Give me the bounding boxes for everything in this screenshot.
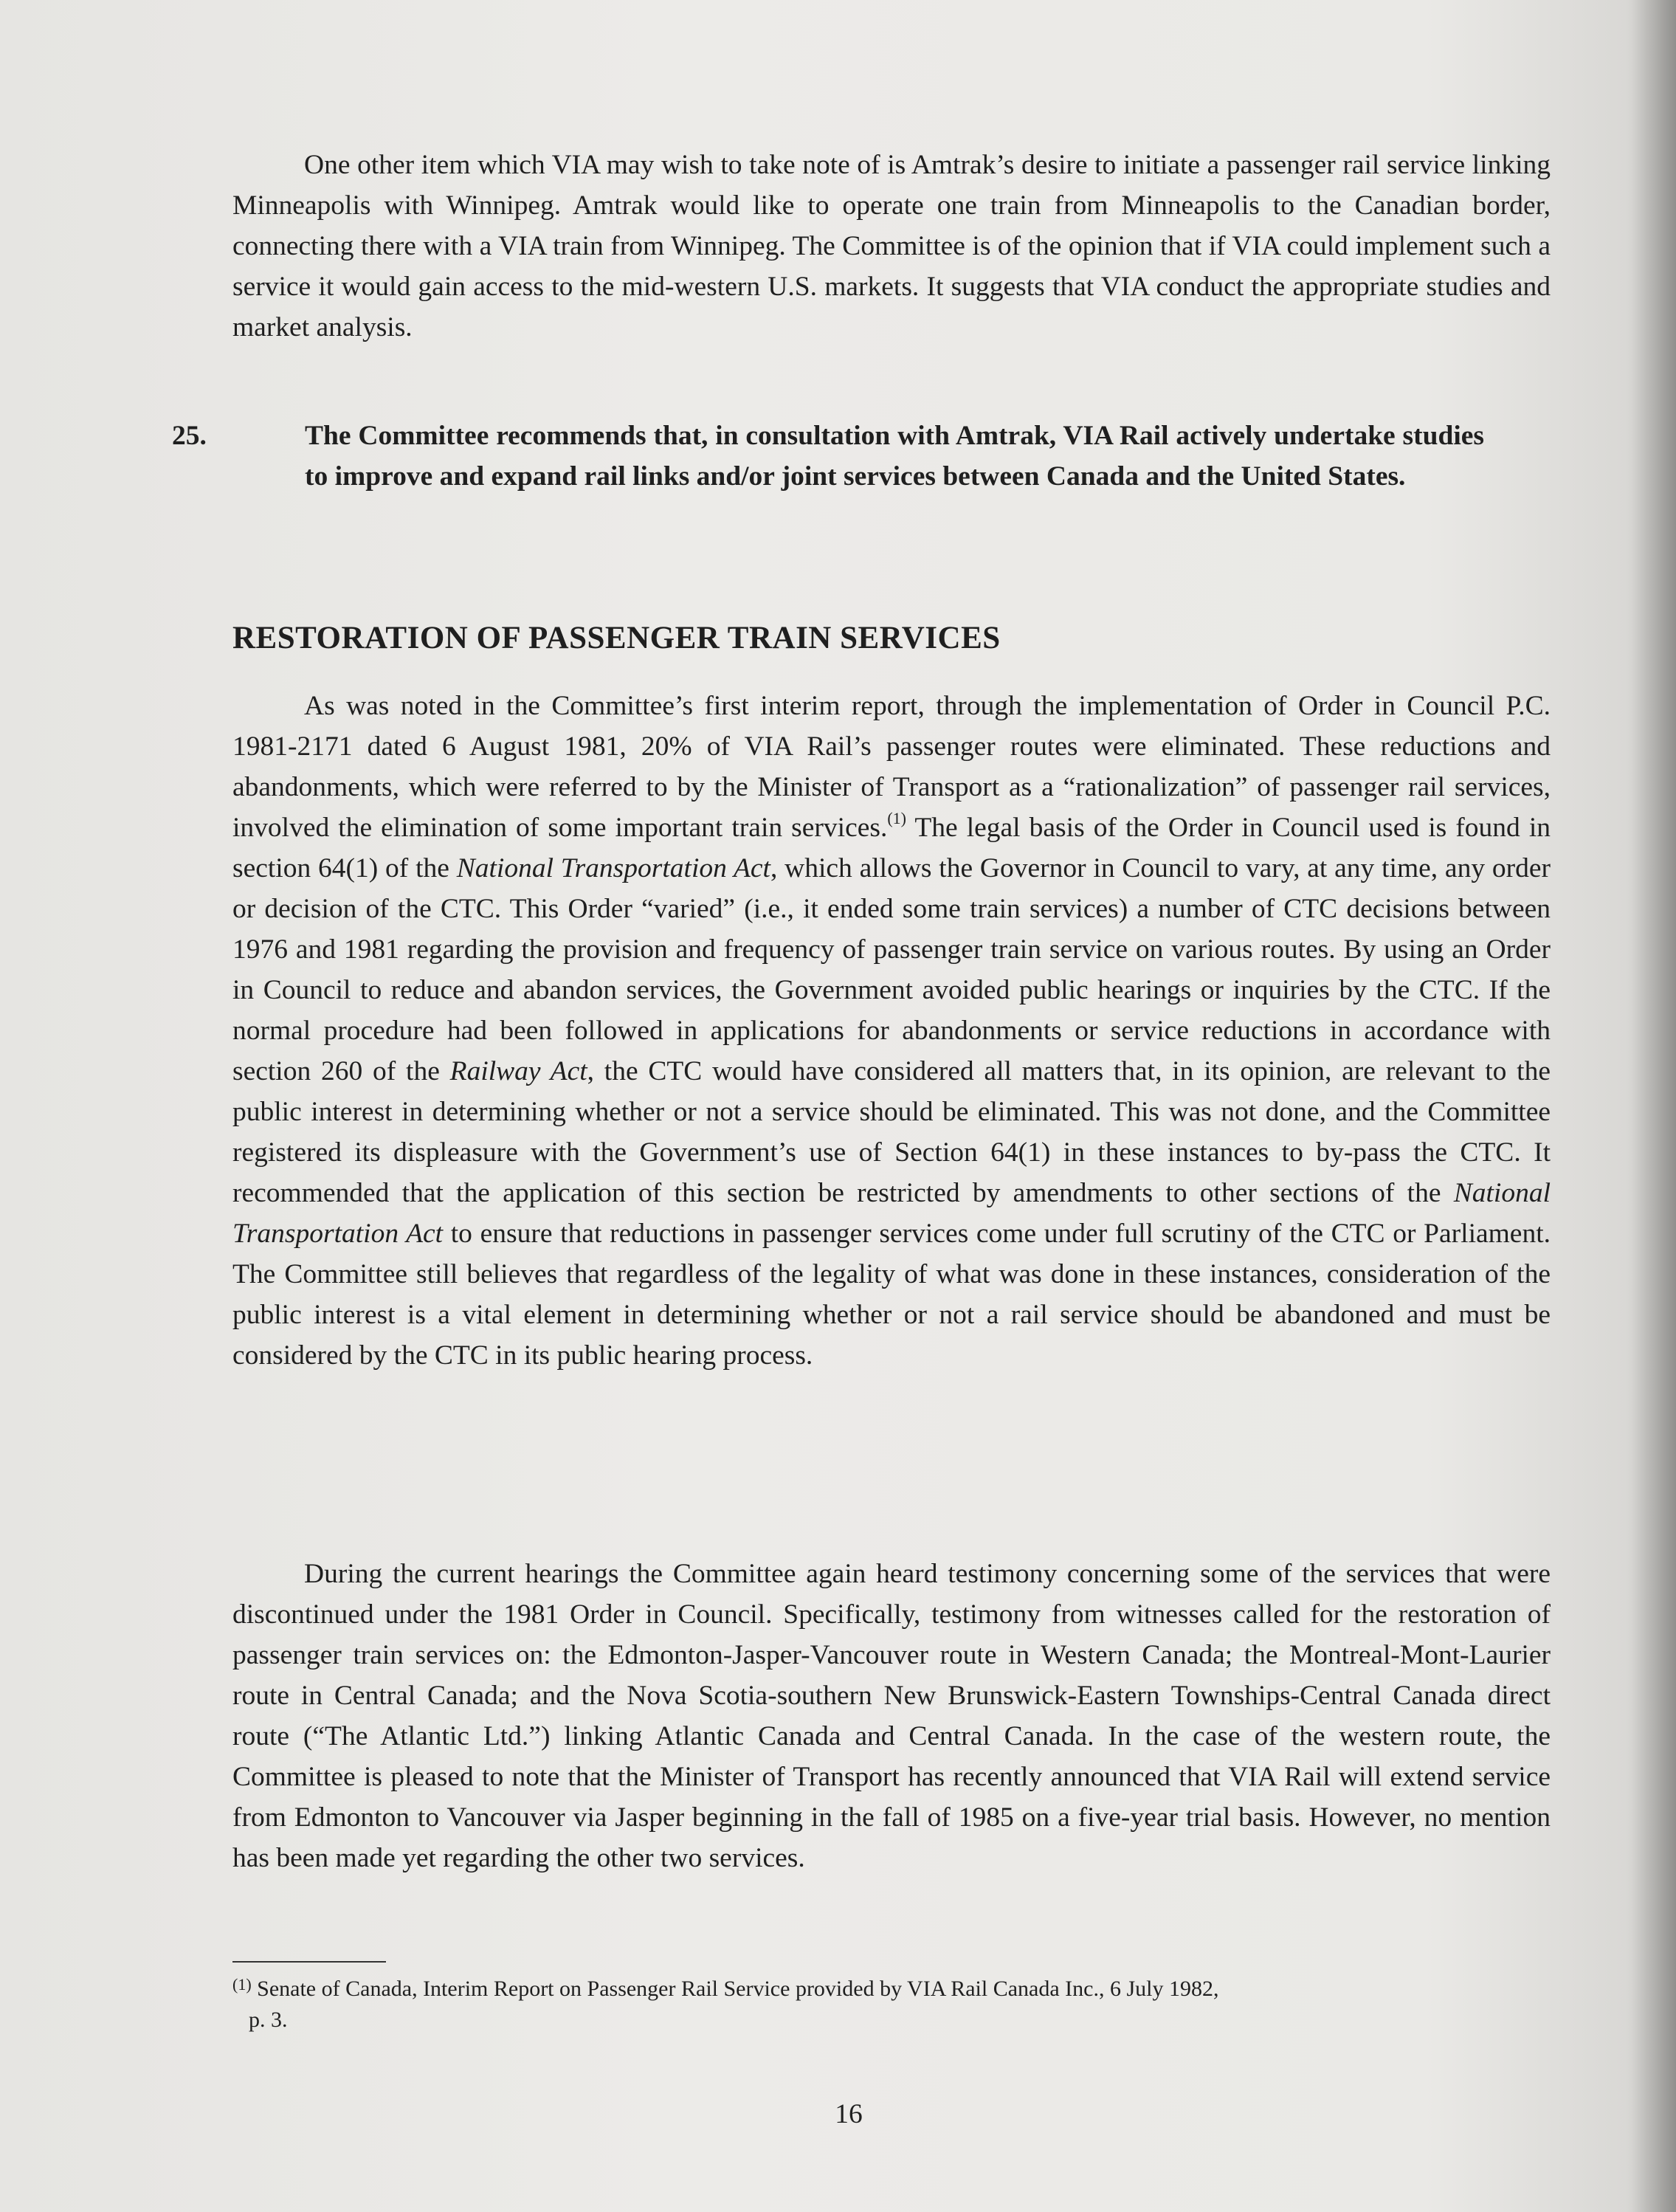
footnote-continuation: p. 3.	[249, 2008, 288, 2032]
footnote	[232, 1974, 1551, 2036]
paragraph-segment: The legal basis of the Order in Council used is found in section 64(1) of the	[232, 813, 1551, 883]
paragraph-segment: , the CTC would have considered all matters that, in its opinion, are relevant to the public interest in determining whether or not a service should be eliminated. This was not done, and the Committee registered its displeasure with the Government’s use of Section 64(1) in these instances to by-pass the CTC. It recommended that the application of this section be restricted by amendments to other sections of the	[232, 1056, 1551, 1208]
paragraph-segment: , which allows the Governor in Council to vary, at any time, any order or decision of the CTC. This Order “varied” (i.e., it ended some train services) a number of CTC decisions between 1976 and 1981 regarding the provision and frequency of passenger train service on various routes. By using an Order in Council to reduce and abandon services, the Government avoided public hearings or inquiries by the CTC. If the normal procedure had been followed in applications for abandonments or service reductions in accordance with section 260 of the	[232, 853, 1551, 1086]
footnote-reference: (1)	[887, 809, 906, 827]
paragraph-text: During the current hearings the Committee again heard testimony concerning some of the services that were discontinued under the 1981 Order in Council. Specifically, testimony from witnesses called for the restoration of passenger train services on: the Edmonton-Jasper-Vancouver route in Western Canada; the Montreal-Mont-Laurier route in Central Canada; and the Nova Scotia-southern New Brunswick-Eastern Townships-Central Canada direct route (“The Atlantic Ltd.”) linking Atlantic Canada and Central Canada. In the case of the western route, the Committee is pleased to note that the Minister of Transport has recently announced that VIA Rail will extend service from Edmonton to Vancouver via Jasper beginning in the fall of 1985 on a five-year trial basis. However, no mention has been made yet regarding the other two services.	[232, 1559, 1551, 1873]
binding-shadow	[1632, 0, 1676, 2212]
act-title: Railway Act	[449, 1056, 587, 1086]
footnote-marker: (1)	[232, 1975, 252, 1994]
footnote-text: Senate of Canada, Interim Report on Passenger Rail Service provided by VIA Rail Canada Inc., 6 July 1982,	[251, 1977, 1219, 2001]
paragraph-segment: to ensure that reductions in passenger services come under full scrutiny of the CTC or Parliament. The Committee still believes that regardless of the legality of what was done in these instances, consideration of the public interest is a vital element in determining whether or not a rail service should be abandoned and must be considered by the CTC in its public hearing process.	[232, 1219, 1551, 1371]
act-title: National Transportation Act	[456, 853, 770, 883]
page-number: 16	[835, 2099, 863, 2129]
body-paragraph-amtrak	[232, 145, 1551, 348]
section-heading: RESTORATION OF PASSENGER TRAIN SERVICES	[232, 621, 1001, 655]
footnote-divider	[232, 1961, 386, 1963]
body-paragraph-hearings	[232, 1554, 1551, 1878]
recommendation-25	[172, 416, 1484, 497]
body-paragraph-restoration	[232, 686, 1551, 1376]
recommendation-number: 25.	[172, 421, 207, 451]
paragraph-segment: As was noted in the Committee’s first interim report, through the implementation of Order in Council P.C. 1981-2171 dated 6 August 1981, 20% of VIA Rail’s passenger routes were eliminated. These reductions and abandonments, which were referred to by the Minister of Transport as a “rationalization” of passenger rail services, involved the elimination of some important train services.	[232, 691, 1551, 843]
act-title: National Transportation Act	[232, 1178, 1551, 1249]
paragraph-text	[232, 686, 1551, 1376]
paragraph-text: One other item which VIA may wish to take note of is Amtrak’s desire to initiate a passenger rail service linking Minneapolis with Winnipeg. Amtrak would like to operate one train from Minneapolis to the Canadian border, connecting there with a VIA train from Winnipeg. The Committee is of the opinion that if VIA could implement such a service it would gain access to the mid-western U.S. markets. It suggests that VIA conduct the appropriate studies and market analysis.	[232, 150, 1551, 342]
recommendation-text: The Committee recommends that, in consultation with Amtrak, VIA Rail actively undertake studies to improve and expand rail links and/or joint services between Canada and the United States.	[305, 421, 1484, 492]
